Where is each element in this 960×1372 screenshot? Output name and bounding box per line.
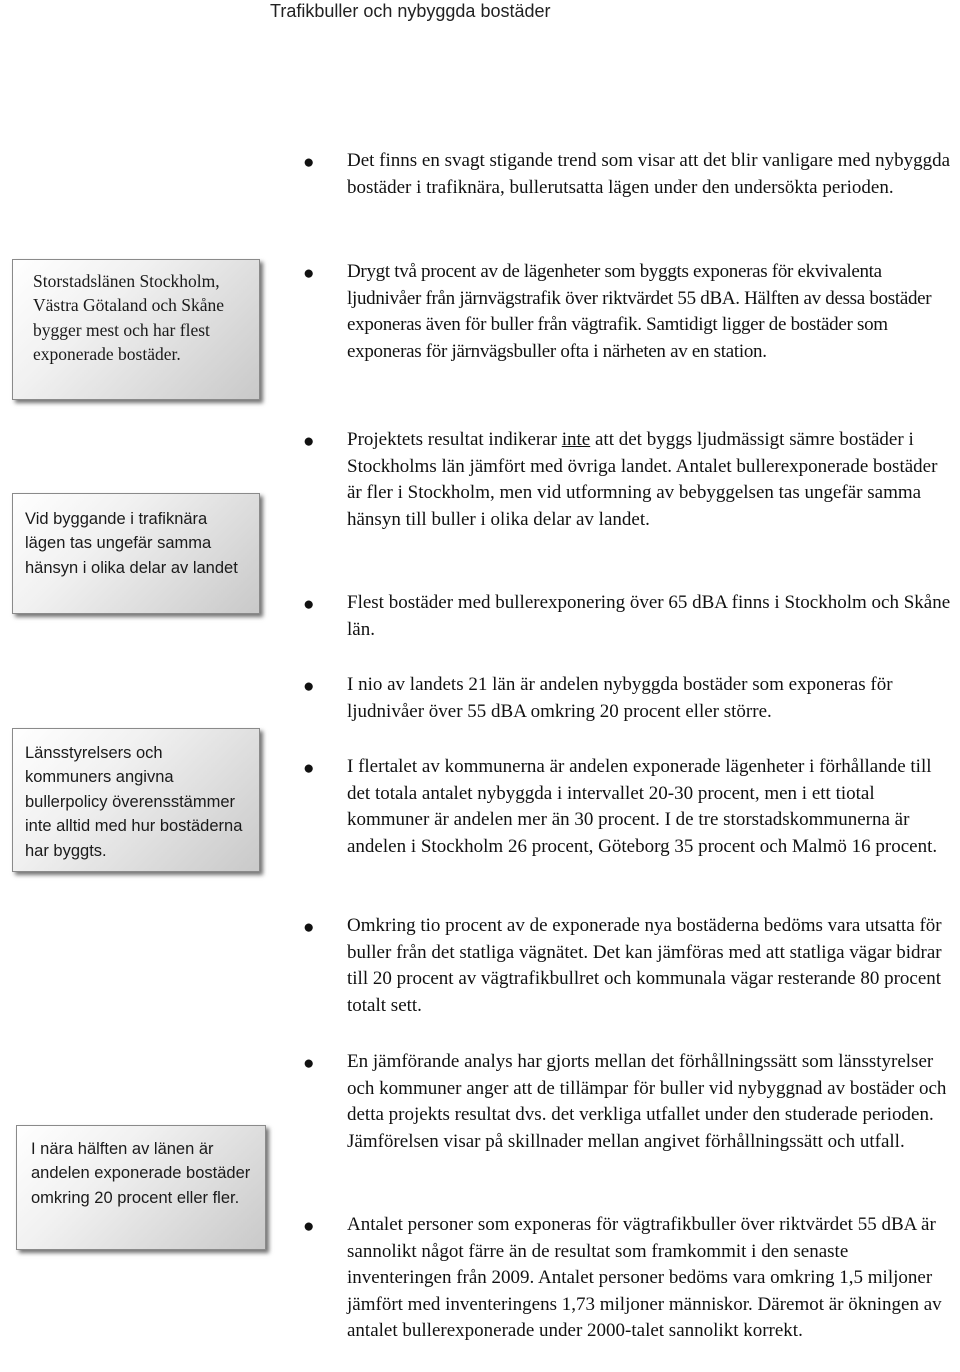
- bullet-dot-icon: ●: [303, 594, 315, 615]
- bullet-item: [300, 672, 955, 725]
- bullet-dot-icon: ●: [303, 917, 315, 938]
- bullet-item: [300, 259, 955, 365]
- bullet-item: [300, 754, 955, 860]
- bullet-dot-icon: ●: [303, 152, 315, 173]
- bullet-item: [300, 590, 955, 643]
- callout-box: Länsstyrelsers och kommuners angivna bullerpolicy överensstämmer inte alltid med hur bostäderna har byggts.: [12, 728, 260, 872]
- bullet-text: I nio av landets 21 län är andelen nybyggda bostäder som exponeras för ljudnivåer över 55 dBA omkring 20 procent eller större.: [347, 674, 893, 722]
- emphasis-underline: inte: [561, 429, 591, 450]
- bullet-item: [300, 427, 955, 533]
- running-header: Trafikbuller och nybyggda bostäder: [270, 1, 551, 21]
- bullet-text: Projektets resultat indikerar inte att det byggs ljudmässigt sämre bostäder i Stockholms län jämfört med övriga landet. Antalet bullerexponerade bostäder är fler i Stockholm, men vid utformning av bebyggelsen tas ungefär samma hänsyn till buller i olika delar av landet.: [347, 429, 938, 530]
- bullet-dot-icon: ●: [303, 676, 315, 697]
- bullet-dot-icon: ●: [303, 1216, 315, 1237]
- bullet-item: [300, 148, 955, 201]
- bullet-text: I flertalet av kommunerna är andelen exponerade lägenheter i förhållande till det totala antalet nybyggda i intervallet 20-30 procent, men i ett tiotal kommuner är andelen mer än 30 procent. I de tre storstadskommunerna är andelen i Stockholm 26 procent, Göteborg 35 procent och Malmö 16 procent.: [347, 756, 938, 857]
- bullet-text: Det finns en svagt stigande trend som visar att det blir vanligare med nybyggda bostäder i trafiknära, bullerutsatta lägen under den undersökta perioden.: [347, 150, 951, 198]
- bullet-text: En jämförande analys har gjorts mellan det förhållningssätt som länsstyrelser och kommuner anger att de tillämpar för buller vid nybyggnad av bostäder och detta projekts resultat dvs. det verkliga utfallet under den studerade perioden. Jämförelsen visar på skillnader mellan angivet förhållningssätt och utfall.: [347, 1051, 947, 1152]
- bullet-item: [300, 913, 955, 1019]
- bullet-text: Flest bostäder med bullerexponering över 65 dBA finns i Stockholm och Skåne län.: [347, 592, 951, 640]
- bullet-text: Drygt två procent av de lägenheter som byggts exponeras för ekvivalenta ljudnivåer från järnvägstrafik över riktvärdet 55 dBA. Hälften av dessa bostäder exponeras även för buller från vägtrafik. Samtidigt ligger de bostäder som exponeras för järnvägsbuller ofta i närheten av en station.: [347, 261, 932, 362]
- bullet-dot-icon: ●: [303, 431, 315, 452]
- bullet-dot-icon: ●: [303, 758, 315, 779]
- callout-box: I nära hälften av länen är andelen exponerade bostäder omkring 20 procent eller fler.: [16, 1125, 266, 1250]
- callout-box: Storstadslänen Stockholm, Västra Götaland och Skåne bygger mest och har flest exponerade bostäder.: [12, 259, 260, 400]
- bullet-text: Omkring tio procent av de exponerade nya bostäderna bedöms vara utsatta för buller från det statliga vägnätet. Det kan jämföras med att statliga vägar bidrar till 20 procent av vägtrafikbullret och kommunala vägar resterande 80 procent totalt sett.: [347, 915, 942, 1016]
- bullet-text: Antalet personer som exponeras för vägtrafikbuller över riktvärdet 55 dBA är sannolikt något färre än de resultat som framkommit i den senaste inventeringen från 2009. Antalet personer bedöms vara omkring 1,5 miljoner jämfört med inventeringens 1,73 miljoner människor. Däremot är ökningen av antalet bullerexponerade under 2000-talet sannolikt korrekt.: [347, 1214, 942, 1341]
- bullet-item: [300, 1049, 955, 1155]
- bullet-dot-icon: ●: [303, 1053, 315, 1074]
- callout-box: Vid byggande i trafiknära lägen tas ungefär samma hänsyn i olika delar av landet: [12, 493, 260, 614]
- bullet-dot-icon: ●: [303, 263, 315, 284]
- bullet-item: [300, 1212, 955, 1345]
